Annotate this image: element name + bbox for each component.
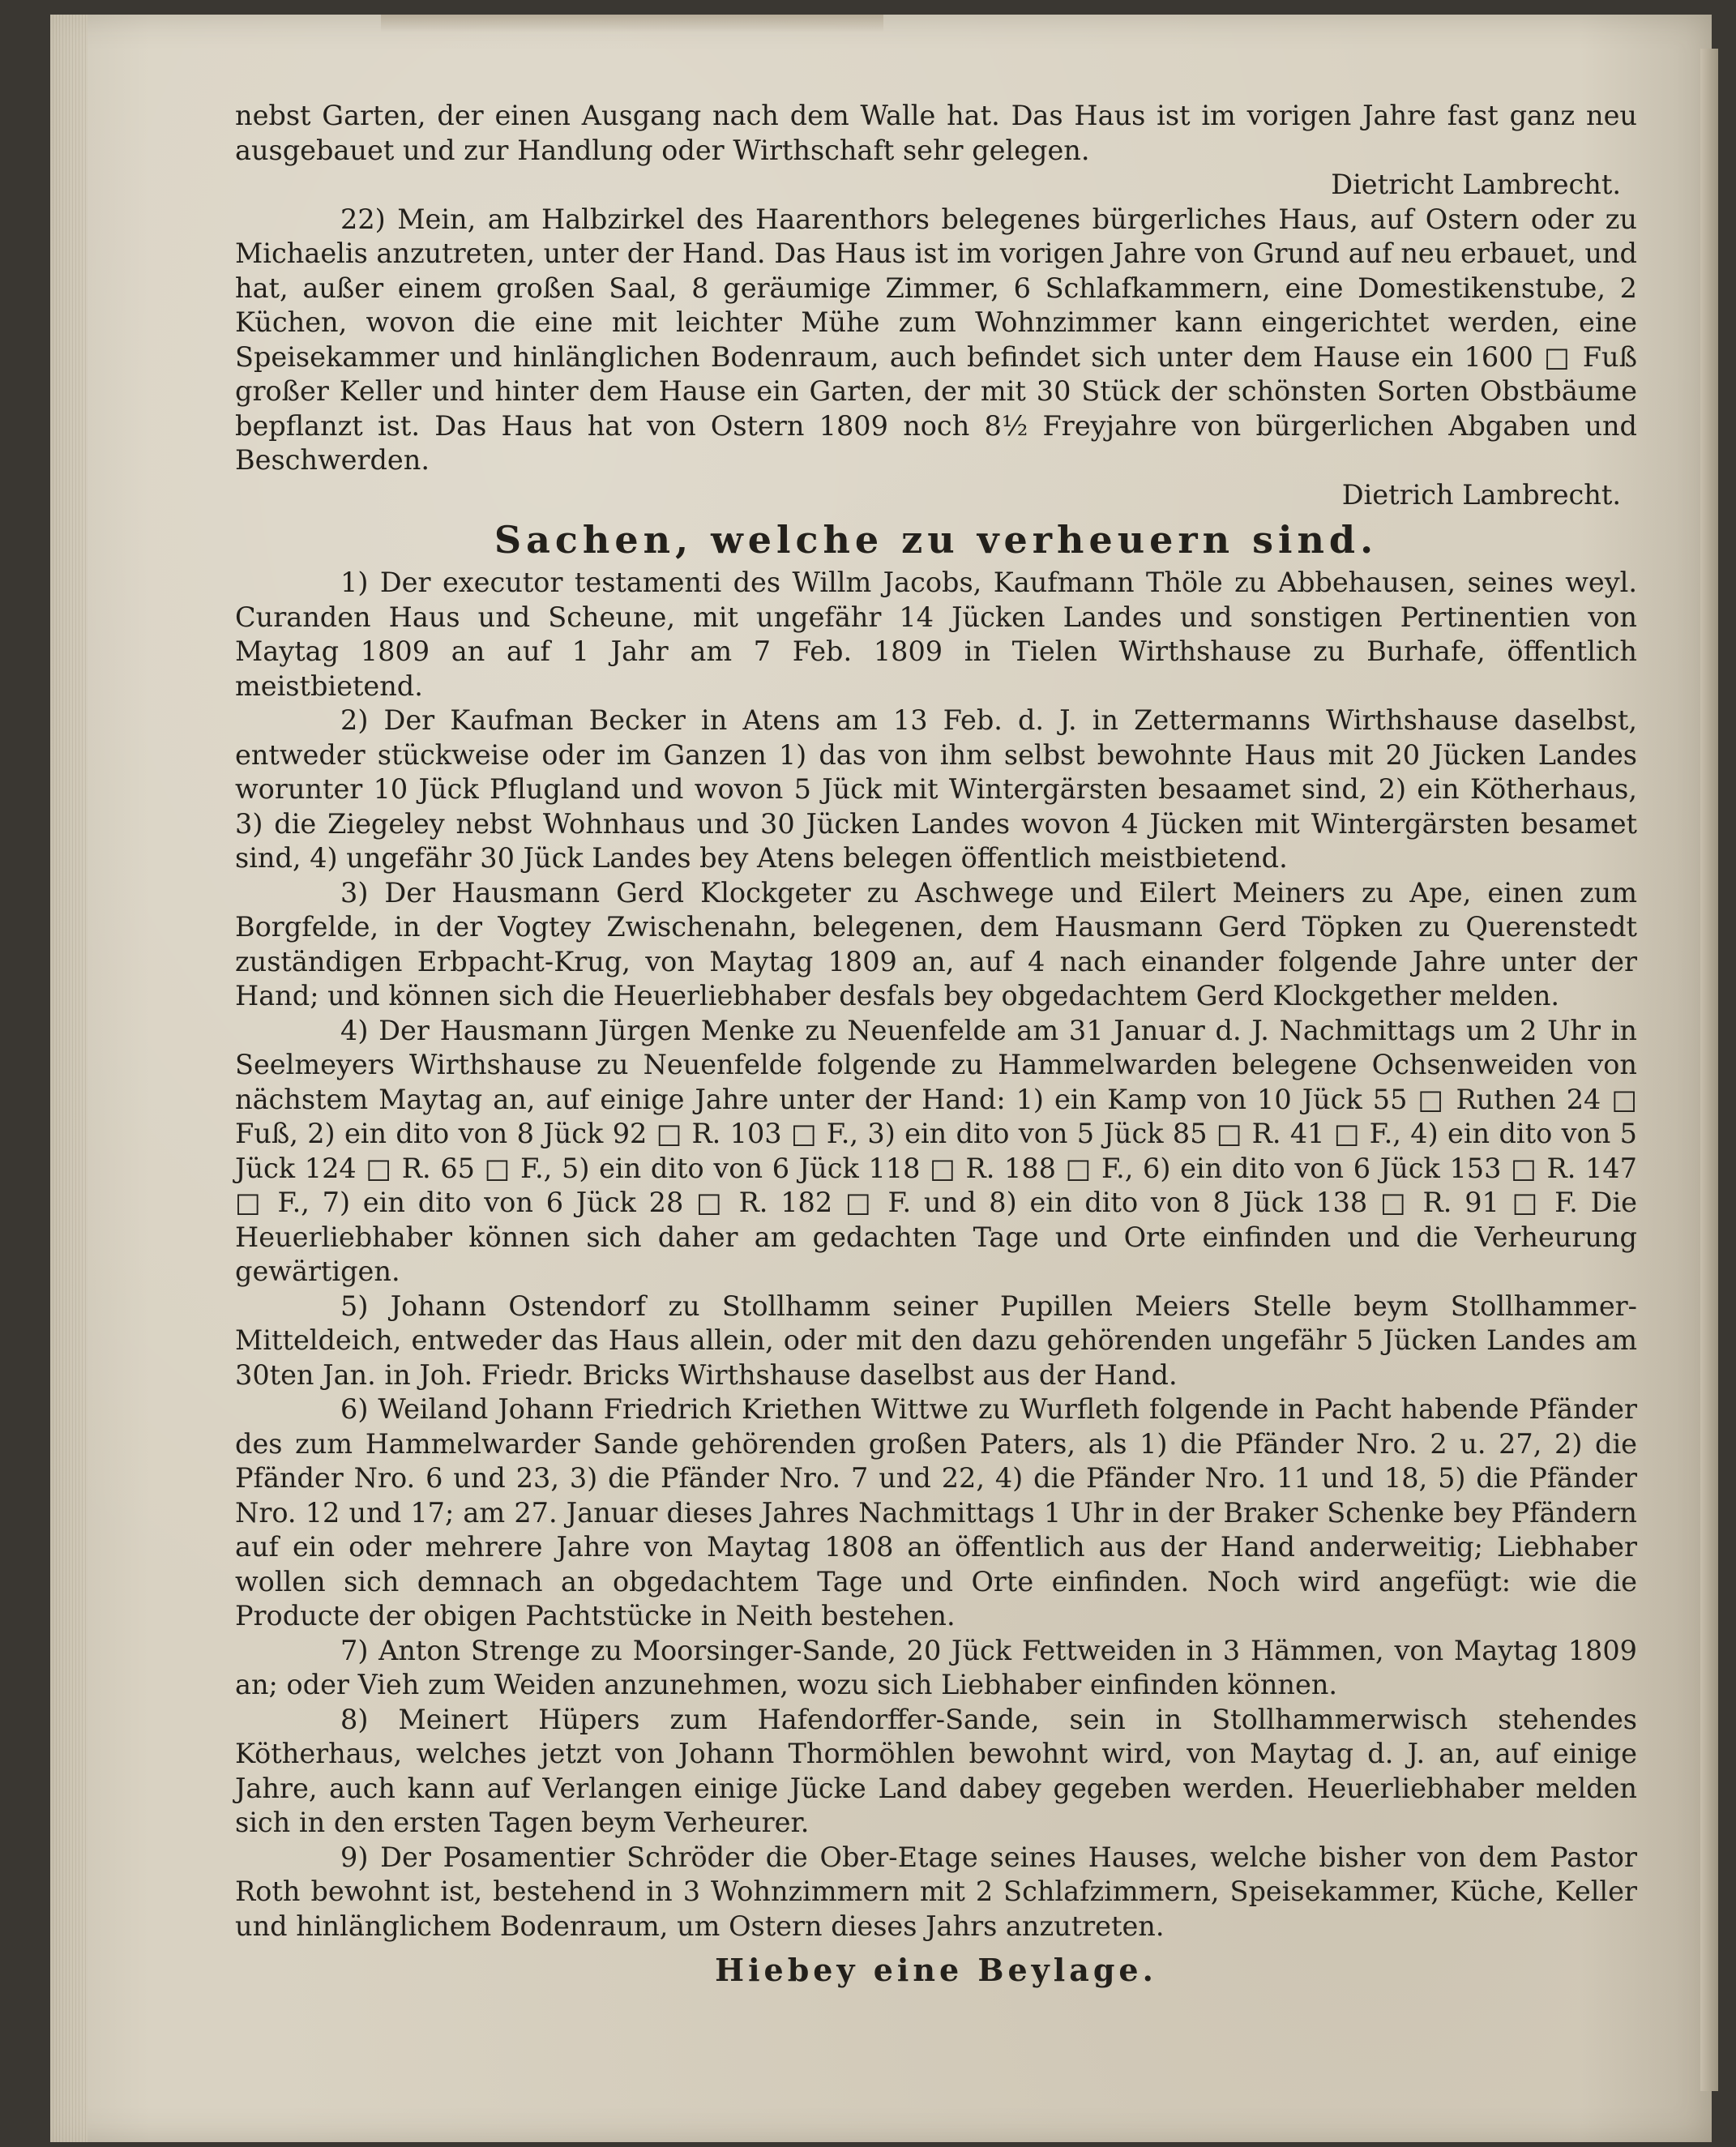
intro-paragraph — [235, 99, 1637, 203]
intro-text: nebst Garten, der einen Ausgang nach dem Walle hat. Das Haus ist im vorigen Jahre fast ganz neu ausgebauet und zur Handlung oder Wirthschaft sehr gelegen. — [235, 100, 1637, 166]
document-text — [235, 99, 1637, 1992]
list-item: 2) Der Kaufman Becker in Atens am 13 Feb. d. J. in Zettermanns Wirthshause daselbst, entweder stückweise oder im Ganzen 1) das von ihm selbst bewohnte Haus mit 20 Jücken Landes worunter 10 Jück Pflugland und wovon 5 Jück mit Wintergärsten besaamet sind, 2) ein Kötherhaus, 3) die Ziegeley nebst Wohnhaus und 30 Jücken Landes wovon 4 Jücken mit Wintergärsten besamet sind, 4) ungefähr 30 Jück Landes bey Atens belegen öffentlich meistbietend. — [235, 704, 1637, 874]
page-edge-stack — [50, 15, 88, 2142]
item-22-text: 22) Mein, am Halbzirkel des Haarenthors belegenes bürgerliches Haus, auf Ostern oder zu Michaelis anzutreten, unter der Hand. Das Haus ist im vorigen Jahre von Grund auf neu erbauet, und hat, außer einem großen Saal, 8 geräumige Zimmer, 6 Schlafkammern, eine Domestikenstube, 2 Küchen, wovon die eine mit leichter Mühe zum Wohnzimmer kann eingerichtet werden, eine Speisekammer und hinlänglichen Bodenraum, auch befindet sich unter dem Hause ein 1600 □ Fuß großer Keller und hinter dem Hause ein Garten, der mit 30 Stück der schönsten Sorten Obstbäume bepflanzt ist. Das Haus hat von Ostern 1809 noch 8½ Freyjahre von bürgerlichen Abgaben und Beschwerden. — [235, 203, 1637, 476]
intro-signature: Dietricht Lambrecht. — [1331, 169, 1621, 200]
paper-stain — [381, 15, 883, 32]
supplement-note: Hiebey eine Beylage. — [715, 1952, 1157, 1988]
list-item: 7) Anton Strenge zu Moorsinger-Sande, 20 Jück Fettweiden in 3 Hämmen, von Maytag 1809 an; oder Vieh zum Weiden anzunehmen, wozu sich Liebhaber einfinden können. — [235, 1634, 1637, 1700]
list-item: 9) Der Posamentier Schröder die Ober-Etage seines Hauses, welche bisher von dem Pastor Roth bewohnt ist, bestehend in 3 Wohnzimmern mit 2 Schlafzimmern, Speisekammer, Küche, Keller und hinlänglichem Bodenraum, um Ostern dieses Jahrs anzutreten. — [235, 1841, 1637, 1942]
list-item: 5) Johann Ostendorf zu Stollhamm seiner Pupillen Meiers Stelle beym Stollhammer-Mitteldeich, entweder das Haus allein, oder mit den dazu gehörenden ungefähr 5 Jücken Landes am 30ten Jan. in Joh. Friedr. Bricks Wirthshause daselbst aus der Hand. — [235, 1289, 1637, 1391]
book-gutter — [1700, 49, 1718, 2091]
list-item: 3) Der Hausmann Gerd Klockgeter zu Aschwege und Eilert Meiners zu Ape, einen zum Borgfelde, in der Vogtey Zwischenahn, belegenen, dem Hausmann Gerd Töpken zu Querenstedt zuständigen Erbpacht-Krug, von Maytag 1809 an, auf 4 nach einander folgende Jahre unter der Hand; und können sich die Heuerliebhaber desfals bey obgedachtem Gerd Klockgether melden. — [235, 876, 1637, 1011]
list-item: 6) Weiland Johann Friedrich Kriethen Wittwe zu Wurfleth folgende in Pacht habende Pfänder des zum Hammelwarder Sande gehörenden großen Paters, als 1) die Pfänder Nro. 2 u. 27, 2) die Pfänder Nro. 6 und 23, 3) die Pfänder Nro. 7 und 22, 4) die Pfänder Nro. 11 und 18, 5) die Pfänder Nro. 12 und 17; am 27. Januar dieses Jahres Nachmittags 1 Uhr in der Braker Schenke bey Pfändern auf ein oder mehrere Jahre von Maytag 1808 an öffentlich aus der Hand anderweitig; Liebhaber wollen sich demnach an obgedachtem Tage und Orte einfinden. Noch wird angefügt: wie die Producte der obigen Pachtstücke in Neith bestehen. — [235, 1393, 1637, 1632]
section-heading: Sachen, welche zu verheuern sind. — [494, 518, 1379, 562]
list-item: 1) Der executor testamenti des Willm Jacobs, Kaufmann Thöle zu Abbehausen, seines weyl. Curanden Haus und Scheune, mit ungefähr 14 Jücken Landes und sonstigen Pertinentien von Maytag 1809 an auf 1 Jahr am 7 Feb. 1809 in Tielen Wirthshause zu Burhafe, öffentlich meistbietend. — [235, 567, 1637, 702]
list-item: 4) Der Hausmann Jürgen Menke zu Neuenfelde am 31 Januar d. J. Nachmittags um 2 Uhr in Seelmeyers Wirthshause zu Neuenfelde folgende zu Hammelwarden belegene Ochsenweiden von nächstem Maytag an, auf einige Jahre unter der Hand: 1) ein Kamp von 10 Jück 55 □ Ruthen 24 □ Fuß, 2) ein dito von 8 Jück 92 □ R. 103 □ F., 3) ein dito von 5 Jück 85 □ R. 41 □ F., 4) ein dito von 5 Jück 124 □ R. 65 □ F., 5) ein dito von 6 Jück 118 □ R. 188 □ F., 6) ein dito von 6 Jück 153 □ R. 147 □ F., 7) ein dito von 6 Jück 28 □ R. 182 □ F. und 8) ein dito von 8 Jück 138 □ R. 91 □ F. Die Heuerliebhaber können sich daher am gedachten Tage und Orte einfinden und die Verheurung gewärtigen. — [235, 1014, 1637, 1287]
item-22-paragraph — [235, 203, 1637, 513]
item-22-signature: Dietrich Lambrecht. — [1341, 478, 1621, 511]
list-item: 8) Meinert Hüpers zum Hafendorffer-Sande, sein in Stollhammerwisch stehendes Kötherhaus, welches jetzt von Johann Thormöhlen bewohnt wird, von Maytag d. J. an, auf einige Jahre, auch kann auf Verlangen einige Jücke Land dabey gegeben werden. Heuerliebhaber melden sich in den ersten Tagen beym Verheurer. — [235, 1703, 1637, 1838]
